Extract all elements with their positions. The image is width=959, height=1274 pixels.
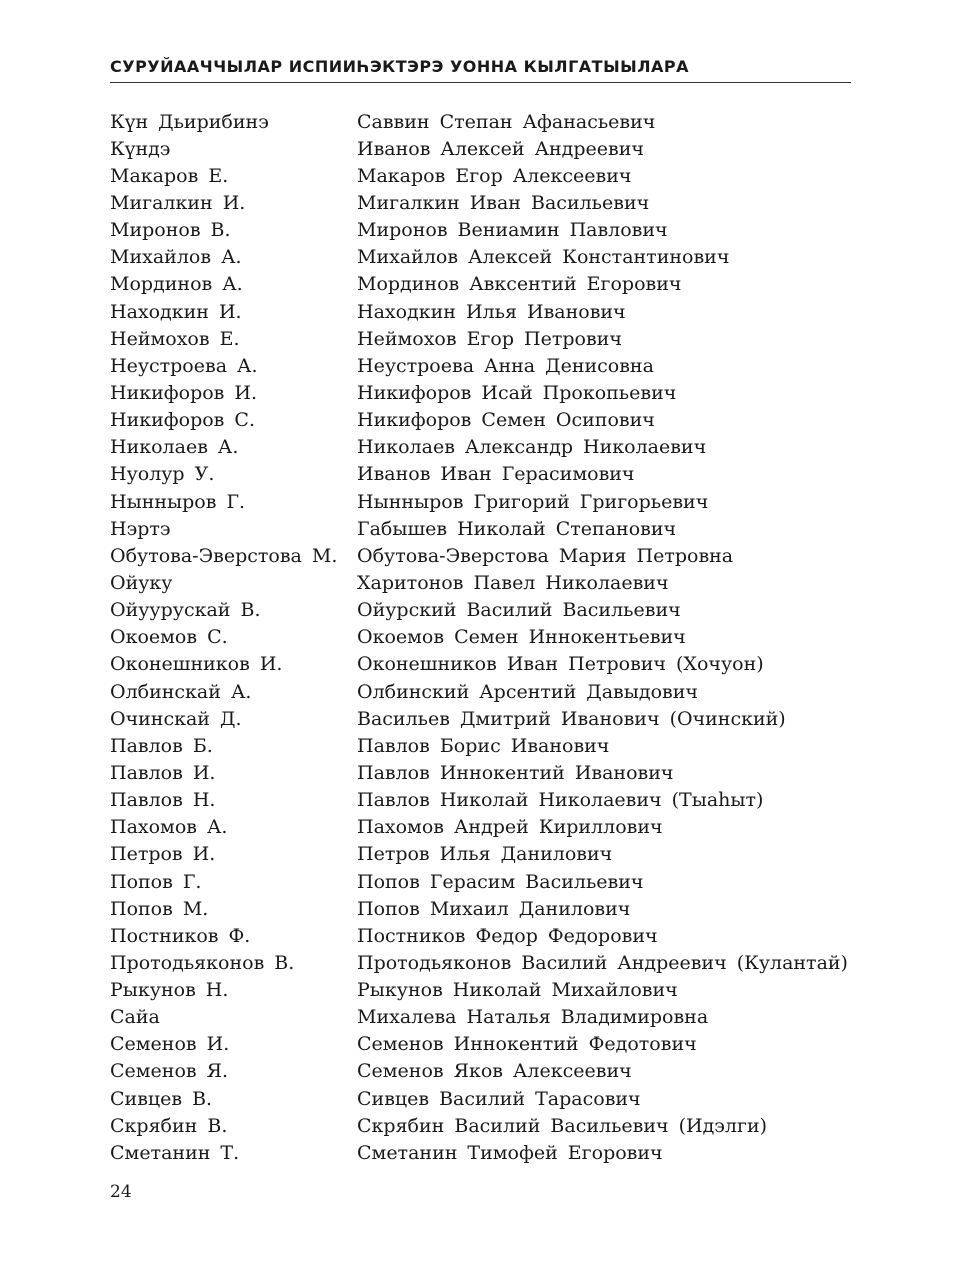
list-item xyxy=(110,732,851,759)
real-name: Сметанин Тимофей Егорович xyxy=(357,1141,663,1164)
real-name: Павлов Иннокентий Иванович xyxy=(357,761,674,784)
list-item xyxy=(110,922,851,949)
real-name: Васильев Дмитрий Иванович (Очинский) xyxy=(357,707,786,730)
real-name: Обутова-Эверстова Мария Петровна xyxy=(357,544,734,567)
pseudonym: Протодьяконов В. xyxy=(110,951,295,974)
real-name: Попов Михаил Данилович xyxy=(357,897,631,920)
pseudonym: Олбинскай А. xyxy=(110,680,252,703)
real-name: Пахомов Андрей Кириллович xyxy=(357,816,663,839)
pseudonym: Сивцев В. xyxy=(110,1087,213,1110)
real-name: Иванов Алексей Андреевич xyxy=(357,137,644,160)
pseudonym: Постников Ф. xyxy=(110,924,251,947)
list-item xyxy=(110,1031,851,1058)
list-item xyxy=(110,271,851,298)
pseudonym: Неустроева А. xyxy=(110,354,258,377)
pseudonym-list xyxy=(110,108,851,1166)
real-name: Харитонов Павел Николаевич xyxy=(357,571,669,594)
real-name: Оконешников Иван Петрович (Хочуон) xyxy=(357,653,764,676)
pseudonym: Нуолур У. xyxy=(110,463,215,486)
pseudonym: Нынныров Г. xyxy=(110,490,246,513)
pseudonym: Михайлов А. xyxy=(110,246,242,269)
list-item xyxy=(110,895,851,922)
list-item xyxy=(110,298,851,325)
pseudonym: Күндэ xyxy=(110,137,171,160)
pseudonym: Павлов Б. xyxy=(110,734,213,757)
pseudonym: Находкин И. xyxy=(110,300,242,323)
real-name: Окоемов Семен Иннокентьевич xyxy=(357,626,686,649)
pseudonym: Рыкунов Н. xyxy=(110,979,229,1002)
real-name: Олбинский Арсентий Давыдович xyxy=(357,680,698,703)
pseudonym: Семенов Я. xyxy=(110,1060,229,1083)
real-name: Павлов Николай Николаевич (Тыаһыт) xyxy=(357,789,764,812)
real-name: Неймохов Егор Петрович xyxy=(357,327,622,350)
header-title: СУРУЙААЧЧЫЛАР ИСПИИҺЭКТЭРЭ УОННА КЫЛГАТЫЫЛАРА xyxy=(110,57,689,76)
list-item xyxy=(110,1004,851,1031)
pseudonym: Попов Г. xyxy=(110,870,202,893)
list-item xyxy=(110,1058,851,1085)
pseudonym: Семенов И. xyxy=(110,1033,230,1056)
pseudonym: Ойуку xyxy=(110,571,173,594)
list-item xyxy=(110,434,851,461)
pseudonym: Мигалкин И. xyxy=(110,191,246,214)
real-name: Михайлов Алексей Константинович xyxy=(357,246,730,269)
real-name: Мординов Авксентий Егорович xyxy=(357,273,682,296)
list-item xyxy=(110,488,851,515)
pseudonym: Павлов Н. xyxy=(110,789,216,812)
pseudonym: Пахомов А. xyxy=(110,816,228,839)
list-item xyxy=(110,162,851,189)
list-item xyxy=(110,407,851,434)
list-item xyxy=(110,814,851,841)
list-item xyxy=(110,624,851,651)
real-name: Нынныров Григорий Григорьевич xyxy=(357,490,709,513)
real-name: Никифоров Исай Прокопьевич xyxy=(357,381,677,404)
real-name: Михалева Наталья Владимировна xyxy=(357,1006,709,1029)
pseudonym: Никифоров И. xyxy=(110,381,258,404)
real-name: Миронов Вениамин Павлович xyxy=(357,219,668,242)
list-item xyxy=(110,868,851,895)
list-item xyxy=(110,217,851,244)
real-name: Макаров Егор Алексеевич xyxy=(357,164,632,187)
list-item xyxy=(110,977,851,1004)
pseudonym: Ойуурускай В. xyxy=(110,599,261,622)
list-item xyxy=(110,1139,851,1166)
pseudonym: Окоемов С. xyxy=(110,626,228,649)
list-item xyxy=(110,135,851,162)
page-number: 24 xyxy=(110,1182,132,1202)
list-item xyxy=(110,678,851,705)
real-name: Семенов Иннокентий Федотович xyxy=(357,1033,697,1056)
pseudonym: Миронов В. xyxy=(110,219,231,242)
list-item xyxy=(110,1112,851,1139)
list-item xyxy=(110,461,851,488)
pseudonym: Неймохов Е. xyxy=(110,327,240,350)
list-item xyxy=(110,244,851,271)
list-item xyxy=(110,841,851,868)
pseudonym: Никифоров С. xyxy=(110,409,255,432)
pseudonym: Сайа xyxy=(110,1006,160,1029)
list-item xyxy=(110,542,851,569)
pseudonym: Сметанин Т. xyxy=(110,1141,240,1164)
real-name: Постников Федор Федорович xyxy=(357,924,658,947)
pseudonym: Очинскай Д. xyxy=(110,707,242,730)
list-item xyxy=(110,189,851,216)
real-name: Николаев Александр Николаевич xyxy=(357,436,707,459)
list-item xyxy=(110,949,851,976)
real-name: Никифоров Семен Осипович xyxy=(357,409,655,432)
list-item xyxy=(110,569,851,596)
list-item xyxy=(110,597,851,624)
real-name: Протодьяконов Василий Андреевич (Кулантай) xyxy=(357,951,848,974)
list-item xyxy=(110,787,851,814)
real-name: Находкин Илья Иванович xyxy=(357,300,626,323)
real-name: Иванов Иван Герасимович xyxy=(357,463,635,486)
list-item xyxy=(110,651,851,678)
list-item xyxy=(110,515,851,542)
pseudonym: Петров И. xyxy=(110,843,216,866)
pseudonym: Нэртэ xyxy=(110,517,171,540)
list-item xyxy=(110,325,851,352)
list-item xyxy=(110,1085,851,1112)
running-header xyxy=(110,56,851,83)
pseudonym: Павлов И. xyxy=(110,761,216,784)
real-name: Павлов Борис Иванович xyxy=(357,734,610,757)
pseudonym: Николаев А. xyxy=(110,436,239,459)
list-item xyxy=(110,108,851,135)
list-item xyxy=(110,705,851,732)
pseudonym: Күн Дьирибинэ xyxy=(110,110,269,133)
list-item xyxy=(110,759,851,786)
pseudonym: Обутова-Эверстова М. xyxy=(110,544,338,567)
real-name: Габышев Николай Степанович xyxy=(357,517,677,540)
real-name: Саввин Степан Афанасьевич xyxy=(357,110,656,133)
pseudonym: Оконешников И. xyxy=(110,653,283,676)
pseudonym: Макаров Е. xyxy=(110,164,229,187)
list-item xyxy=(110,379,851,406)
real-name: Семенов Яков Алексеевич xyxy=(357,1060,632,1083)
pseudonym: Скрябин В. xyxy=(110,1114,228,1137)
real-name: Рыкунов Николай Михайлович xyxy=(357,979,678,1002)
real-name: Петров Илья Данилович xyxy=(357,843,613,866)
list-item xyxy=(110,352,851,379)
real-name: Мигалкин Иван Васильевич xyxy=(357,191,650,214)
real-name: Скрябин Василий Васильевич (Идэлги) xyxy=(357,1114,768,1137)
real-name: Сивцев Василий Тарасович xyxy=(357,1087,641,1110)
real-name: Неустроева Анна Денисовна xyxy=(357,354,654,377)
real-name: Ойурский Василий Васильевич xyxy=(357,599,681,622)
real-name: Попов Герасим Васильевич xyxy=(357,870,644,893)
pseudonym: Мординов А. xyxy=(110,273,243,296)
pseudonym: Попов М. xyxy=(110,897,209,920)
